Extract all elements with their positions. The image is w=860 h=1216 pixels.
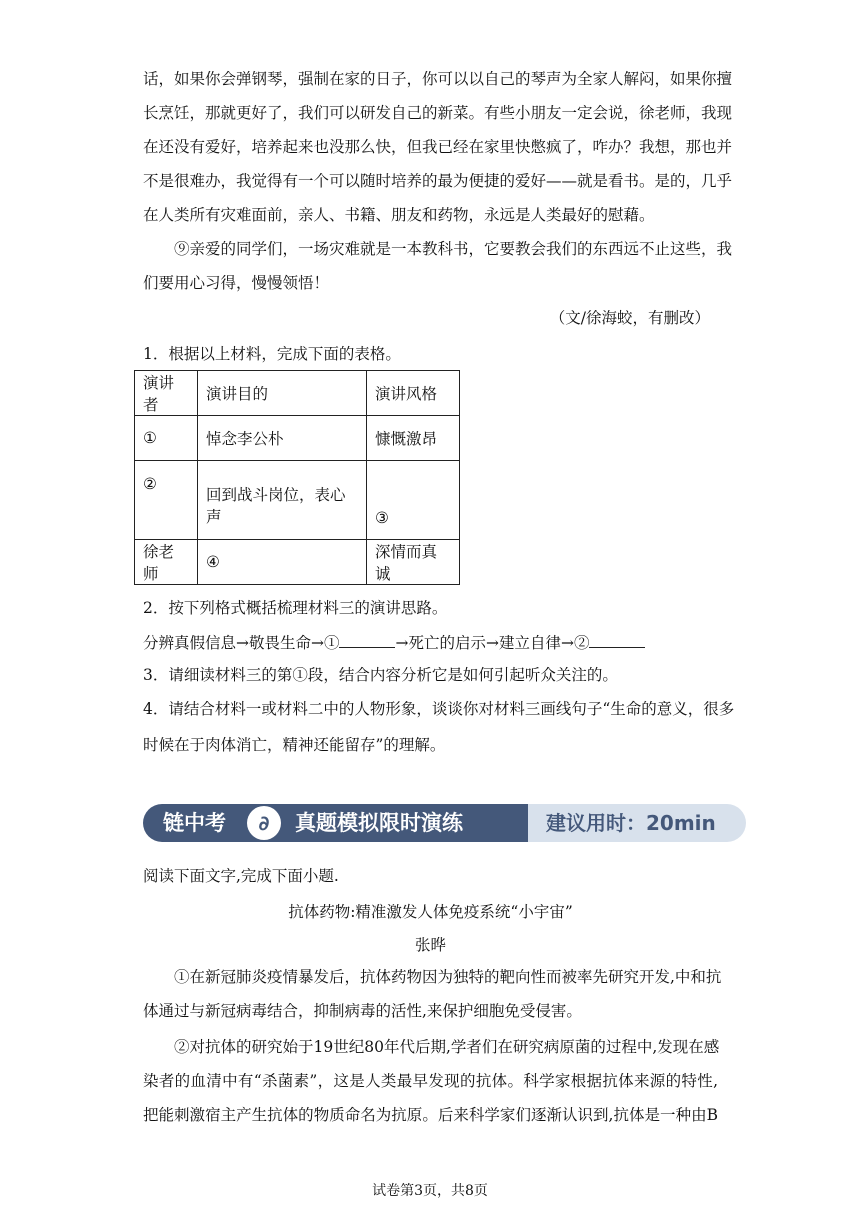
- question-2: 2．按下列格式概括梳理材料三的演讲思路。: [143, 599, 448, 617]
- banner-left-label: 链中考: [163, 811, 226, 835]
- question-2-flow: [143, 631, 645, 655]
- flow-part-1: 分辨真假信息→敬畏生命→①: [143, 634, 340, 652]
- answer-blank-1[interactable]: [339, 633, 395, 648]
- section-banner: [143, 804, 746, 842]
- table-row: [135, 371, 460, 416]
- table-header: 演讲者: [135, 371, 198, 416]
- table-row: [135, 540, 460, 585]
- table-cell: ③: [367, 461, 460, 540]
- page-footer: 试卷第3页，共8页: [372, 1183, 488, 1199]
- passage-paragraph-8: [143, 62, 733, 232]
- table-cell: 慷慨激昂: [367, 416, 460, 461]
- table-row: [135, 416, 460, 461]
- question-3: 3．请细读材料三的第①段，结合内容分析它是如何引起听众关注的。: [143, 666, 618, 684]
- text-line: ①在新冠肺炎疫情暴发后，抗体药物因为独特的靶向性而被率先研究开发,中和抗: [174, 968, 722, 986]
- swirl-icon: ∂: [247, 806, 281, 840]
- text-line: 把能刺激宿主产生抗体的物质命名为抗原。后来科学家们逐渐认识到,抗体是一种由B: [143, 1106, 718, 1124]
- table-cell: 徐老师: [135, 540, 198, 585]
- reading-instruction: 阅读下面文字,完成下面小题.: [143, 867, 339, 885]
- table-cell: 悼念李公朴: [198, 416, 367, 461]
- table-header: 演讲风格: [367, 371, 460, 416]
- passage-source: （文/徐海蛟，有删改）: [549, 309, 710, 327]
- question-1: 1．根据以上材料，完成下面的表格。: [143, 345, 401, 363]
- text-line: 在还没有爱好，培养起来也没那么快，但我已经在家里快憋疯了，咋办？我想，那也并: [143, 138, 733, 156]
- table-cell: ④: [198, 540, 367, 585]
- text-line: 不是很难办，我觉得有一个可以随时培养的最为便捷的爱好——就是看书。是的，几乎: [143, 172, 733, 190]
- answer-blank-2[interactable]: [589, 633, 645, 648]
- article-paragraph-2: [143, 1030, 718, 1132]
- text-line: 在人类所有灾难面前，亲人、书籍、朋友和药物，永远是人类最好的慰藉。: [143, 206, 655, 224]
- table-cell: ①: [135, 416, 198, 461]
- article-paragraph-1: [143, 960, 722, 1028]
- banner-center-label: 真题模拟限时演练: [295, 811, 463, 835]
- question-4: [143, 691, 735, 763]
- answer-table: [134, 370, 460, 585]
- article-title: 抗体药物:精准激发人体免疫系统“小宇宙”: [288, 903, 573, 921]
- text-line: 染者的血清中有“杀菌素”，这是人类最早发现的抗体。科学家根据抗体来源的特性,: [143, 1072, 718, 1090]
- banner-time-label: 建议用时：20min: [546, 811, 716, 835]
- table-row: [135, 461, 460, 540]
- table-cell: 深情而真诚: [367, 540, 460, 585]
- table-cell: ②: [135, 461, 198, 540]
- text-line: 长烹饪，那就更好了，我们可以研发自己的新菜。有些小朋友一定会说，徐老师，我现: [143, 104, 733, 122]
- text-line: ⑨亲爱的同学们，一场灾难就是一本教科书，它要教会我们的东西远不止这些，我: [174, 240, 733, 258]
- table-cell: 回到战斗岗位，表心声: [198, 461, 367, 540]
- text-line: 话，如果你会弹钢琴，强制在家的日子，你可以以自己的琴声为全家人解闷，如果你擅: [143, 70, 733, 88]
- article-author: 张晔: [414, 936, 446, 954]
- flow-part-2: →死亡的启示→建立自律→②: [395, 634, 590, 652]
- passage-paragraph-9: [143, 232, 733, 300]
- text-line: ②对抗体的研究始于19世纪80年代后期,学者们在研究病原菌的过程中,发现在感: [174, 1038, 720, 1056]
- text-line: 体通过与新冠病毒结合，抑制病毒的活性,来保护细胞免受侵害。: [143, 1002, 582, 1020]
- text-line: 们要用心习得，慢慢领悟！: [143, 274, 330, 292]
- text-line: 时候在于肉体消亡，精神还能留存”的理解。: [143, 736, 446, 754]
- table-header: 演讲目的: [198, 371, 367, 416]
- text-line: 4．请结合材料一或材料二中的人物形象，谈谈你对材料三画线句子“生命的意义，很多: [143, 700, 735, 718]
